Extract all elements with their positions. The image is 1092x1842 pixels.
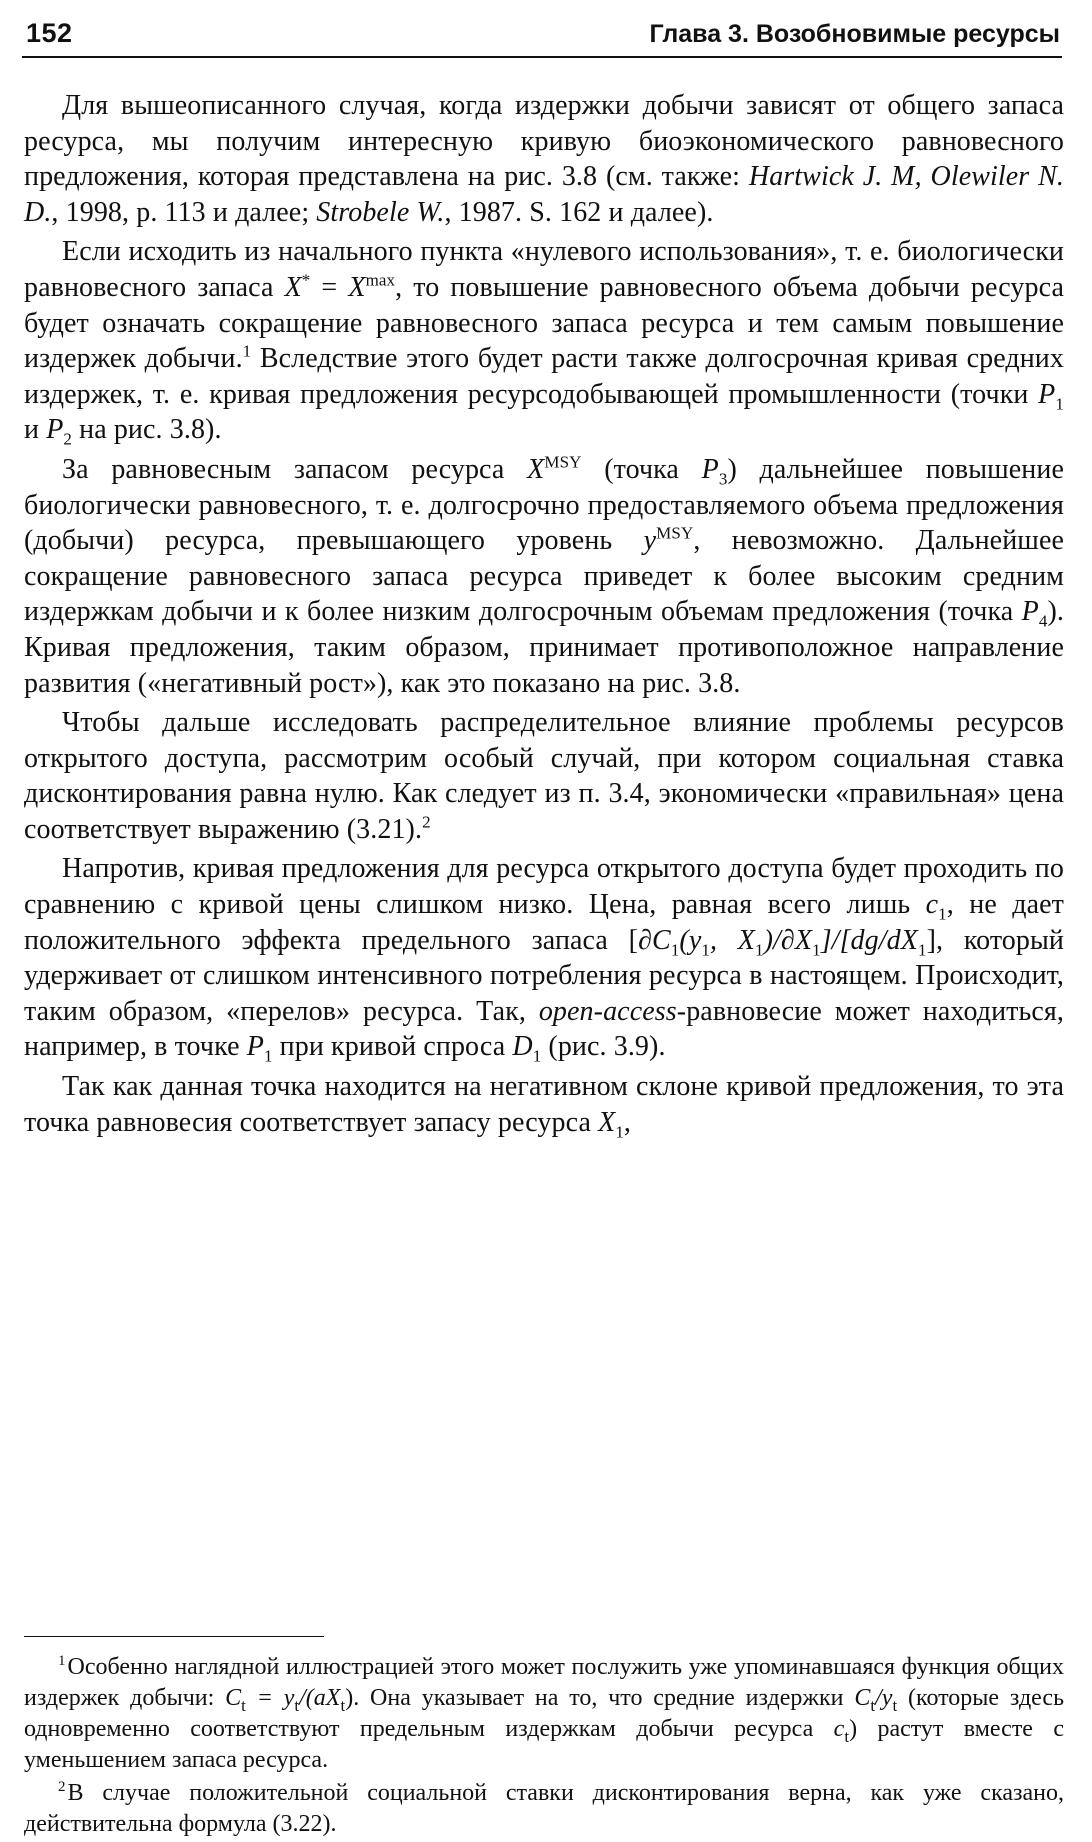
formula-sub: 1	[701, 940, 710, 960]
formula-part: , X	[709, 924, 756, 956]
text-run: -равновесие может находиться, например, в точке	[24, 995, 1064, 1063]
formula-sup: *	[301, 270, 311, 290]
paragraph-5	[24, 851, 1064, 1065]
formula-part: /(aX	[299, 1685, 341, 1711]
formula-sub: t	[241, 1695, 246, 1715]
footnotes	[24, 1652, 1064, 1842]
emphasis: open-access	[538, 995, 677, 1027]
text-run: Чтобы дальше исследовать распределительное влияние проблемы ресурсов открытого доступа, рассмотрим особый случай, при котором социальная ставка дисконтирования равна нулю. Как следует из п. 3.4, экономически «правильная» цена соответствует выражению (3.21).	[24, 707, 1064, 845]
formula-var: y	[643, 525, 657, 557]
chapter-title: Глава 3. Возобновимые ресурсы	[649, 20, 1060, 48]
text-run: на рис. 3.8).	[72, 414, 222, 446]
text-run: Особенно наглядной иллюстрацией этого может послужить уже упоминавшаяся функция общих издержек добычи:	[24, 1654, 1064, 1711]
citation-1: Hartwick J. M, Olewiler N. D.	[24, 161, 1064, 228]
formula-sub: t	[340, 1695, 346, 1715]
formula-var: C	[225, 1685, 242, 1711]
formula-sup: MSY	[656, 523, 694, 543]
formula-var: C	[652, 924, 671, 956]
formula-sub: 1	[532, 1047, 542, 1067]
formula-part: (y	[679, 924, 702, 956]
formula-part: )/∂X	[763, 924, 813, 956]
formula-op: =	[310, 271, 349, 303]
formula-var: P	[1038, 378, 1056, 410]
formula-var: P	[46, 414, 64, 446]
text-run: ). Кривая предложения, таким образом, принимает противоположное направление развития («негативный рост»), как это показано на рис. 3.8.	[24, 596, 1064, 699]
formula-sub: 3	[718, 469, 728, 489]
formula-var: X	[527, 453, 545, 485]
text-run: при кривой спроса	[272, 1031, 513, 1063]
text-run: , то повышение равновесного объема добычи ресурса будет означать сокращение равновесного запаса ресурса и тем самым повышение издержек добычи.	[24, 271, 1064, 375]
formula-sub: t	[892, 1695, 898, 1715]
formula-var: X	[598, 1106, 616, 1138]
formula-var: P	[246, 1031, 264, 1063]
formula-sup: MSY	[544, 452, 582, 472]
formula-var: c	[925, 889, 939, 921]
formula-sup: max	[365, 270, 396, 290]
text-run: и	[24, 414, 47, 446]
formula-part: ]/[dg/dX	[820, 924, 918, 956]
main-text	[24, 88, 1064, 1144]
footnote-mark: 1	[58, 1653, 66, 1669]
formula-sub: 1	[263, 1047, 273, 1067]
text-run: ) дальнейшее повышение биологически равновесного, т. е. долгосрочно предоставляемого объема предложения (добычи) ресурса, превышающего уровень	[24, 453, 1064, 557]
footnote-mark: 2	[58, 1779, 66, 1795]
running-header	[22, 14, 1062, 58]
paragraph-6	[24, 1069, 1064, 1140]
formula-sub: 1	[755, 940, 764, 960]
footnote-1	[24, 1652, 1064, 1776]
paragraph-1	[24, 88, 1064, 230]
text-run: ,	[623, 1106, 632, 1138]
text-run: , 1998, p. 113 и далее;	[51, 196, 317, 228]
text-run: , 1987. S. 162 и далее).	[444, 196, 714, 228]
formula-sub: 1	[615, 1122, 624, 1142]
formula-var: c	[833, 1716, 845, 1742]
text-run: Вследствие этого будет расти также долгосрочная кривая средних издержек, т. е. кривая предложения ресурсодобывающей промышленности (точки	[24, 343, 1064, 410]
footnote-2	[24, 1778, 1064, 1840]
formula-sub: 2	[63, 429, 73, 449]
citation-2: Strobele W.	[316, 196, 445, 228]
text-run: , который удерживает от слишком интенсивного потребления ресурса в настоящем. Происходит, таким образом, «перелов» ресурса. Так,	[24, 924, 1064, 1027]
formula-var: P	[1021, 596, 1039, 628]
paragraph-4	[24, 705, 1064, 847]
text-run: (которые здесь одновременно соответствуют предельным издержкам добычи ресурса	[24, 1685, 1065, 1742]
formula-part: /y	[875, 1685, 893, 1711]
text-run: . Она указывает на то, что средние издержки	[353, 1685, 855, 1711]
formula-var: P	[701, 453, 719, 485]
paragraph-3	[24, 452, 1064, 701]
formula-sub: 4	[1038, 611, 1048, 631]
formula-sub: t	[294, 1695, 300, 1715]
paragraph-2	[24, 234, 1064, 448]
formula-var: X	[284, 271, 302, 303]
formula-part: = y	[245, 1685, 295, 1711]
formula-var: X	[348, 271, 366, 303]
text-run: ) растут вместе с уменьшением запаса ресурса.	[24, 1716, 1064, 1773]
footnote-ref-1[interactable]: 1	[242, 341, 252, 361]
text-run: (рис. 3.9).	[541, 1031, 666, 1063]
footnote-separator	[24, 1636, 324, 1637]
text-run: , невозможно. Дальнейшее сокращение равновесного запаса ресурса приведет к более высоким средним издержкам добычи и к более низким долгосрочным объемам предложения (точка	[24, 525, 1064, 628]
formula-var: D	[512, 1031, 533, 1063]
text-run: Напротив, кривая предложения для ресурса открытого доступа будет проходить по сравнению с кривой цены слишком низко. Цена, равная всего лишь	[24, 853, 1064, 921]
text-run: Так как данная точка находится на негативном склоне кривой предложения, то эта точка равновесия соответствует запасу ресурса	[24, 1071, 1064, 1138]
formula-sub: 1	[1055, 394, 1064, 414]
footnote-ref-2[interactable]: 2	[422, 812, 431, 832]
text-run: Для вышеописанного случая, когда издержки добычи зависят от общего запаса ресурса, мы получим интересную кривую биоэкономического равновесного предложения, которая представлена на рис. 3.8 (см. также:	[24, 90, 1064, 193]
text-run: За равновесным запасом ресурса	[62, 453, 528, 485]
formula-sub: t	[844, 1726, 850, 1746]
text-run: В случае положительной социальной ставки дисконтирования верна, как уже сказано, действительна формула (3.22).	[24, 1780, 1064, 1837]
text-run: (точка	[581, 453, 702, 485]
formula-var: C	[854, 1685, 871, 1711]
formula-sub: 1	[812, 940, 821, 960]
formula-sub: 1	[917, 940, 927, 960]
page-number: 152	[26, 18, 73, 48]
formula-sub: 1	[938, 904, 947, 924]
formula-part: ]	[926, 924, 936, 956]
formula-sub: 1	[670, 940, 680, 960]
text-run: Если исходить из начального пункта «нулевого использования», т. е. биологически равновесного запаса	[24, 236, 1064, 303]
text-run: , не дает положительного эффекта предельного запаса [∂	[24, 889, 1065, 956]
formula-part: )	[345, 1685, 354, 1711]
formula-sub: t	[870, 1695, 876, 1715]
